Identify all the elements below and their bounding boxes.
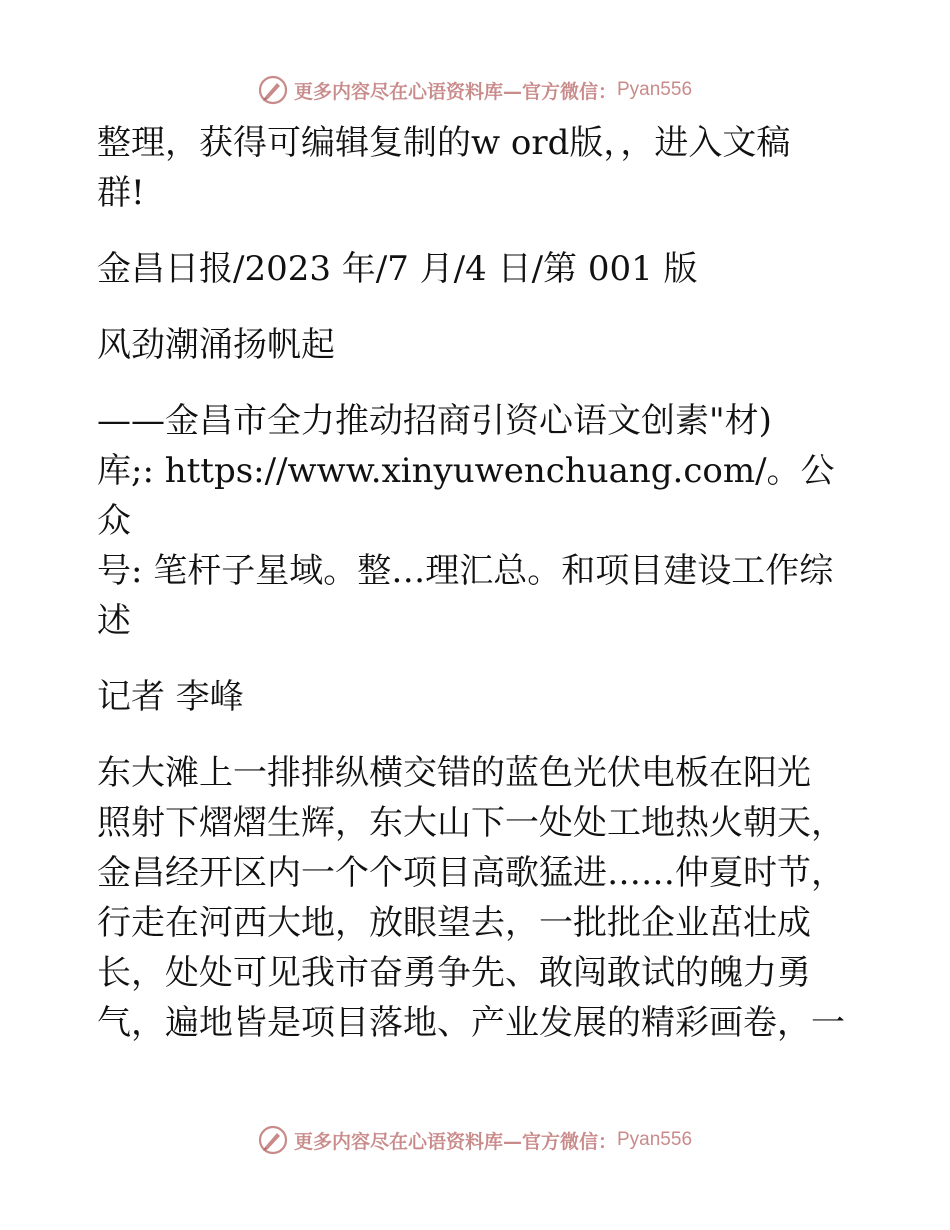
intro-line-1: 整理，获得可编辑复制的w ord版，，进入文稿 bbox=[97, 123, 791, 163]
subhead-line-2: 库;: https://www.xinyuwenchuang.com/。公众 bbox=[97, 451, 835, 541]
banner-wechat-id: Pyan556 bbox=[617, 1129, 693, 1150]
intro-line-2: 群! bbox=[97, 173, 145, 213]
article-headline: 风劲潮涌扬帆起 bbox=[97, 325, 335, 365]
header-watermark-banner bbox=[0, 70, 950, 110]
banner-text: 更多内容尽在心语资料库—官方微信： bbox=[293, 1130, 617, 1153]
subhead-line-3: 号: 笔杆子星域。整…理汇总。和项目建设工作综 bbox=[97, 551, 834, 591]
body-line-1: 东大滩上一排排纵横交错的蓝色光伏电板在阳光 bbox=[97, 753, 811, 793]
body-line-6: 气，遍地皆是项目落地、产业发展的精彩画卷，一 bbox=[97, 1003, 845, 1043]
subhead-line-4: 述 bbox=[97, 601, 131, 641]
pen-logo-icon bbox=[258, 1125, 288, 1155]
subhead-line-1: ——金昌市全力推动招商引资心语文创素"材) bbox=[97, 401, 772, 441]
article-byline: 记者 李峰 bbox=[97, 677, 244, 717]
article-body bbox=[97, 118, 855, 1048]
banner-wechat-id: Pyan556 bbox=[617, 79, 693, 100]
footer-watermark-banner bbox=[0, 1120, 950, 1160]
body-line-4: 行走在河西大地，放眼望去，一批批企业茁壮成 bbox=[97, 903, 811, 943]
pen-logo-icon bbox=[258, 75, 288, 105]
body-line-3: 金昌经开区内一个个项目高歌猛进……仲夏时节， bbox=[97, 853, 845, 893]
article-source: 金昌日报/2023 年/7 月/4 日/第 001 版 bbox=[97, 249, 698, 289]
body-line-2: 照射下熠熠生辉，东大山下一处处工地热火朝天， bbox=[97, 803, 845, 843]
body-line-5: 长，处处可见我市奋勇争先、敢闯敢试的魄力勇 bbox=[97, 953, 811, 993]
banner-text: 更多内容尽在心语资料库—官方微信： bbox=[293, 80, 617, 103]
